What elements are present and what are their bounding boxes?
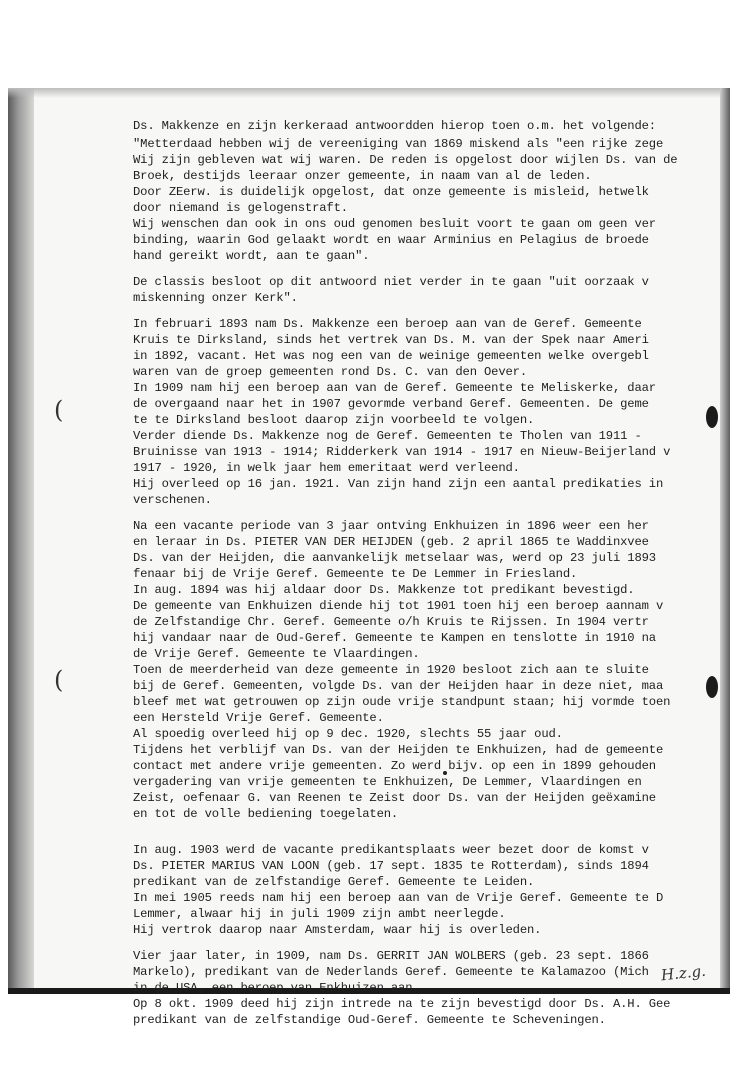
paragraph-intro: Ds. Makkenze en zijn kerkeraad antwoordden hierop toen o.m. het volgende: — [133, 119, 656, 133]
handwritten-signature: H.z.g. — [660, 961, 707, 985]
scanned-page — [8, 88, 730, 1027]
paragraph-quote: "Metterdaad hebben wij de vereeniging van 1869 miskend als "een rijke zege Wij zijn gebleven wat wij waren. De reden is opgelost door wijlen Ds. van de Broek, destijds leeraar onzer gemeente, in naam van al de leden. Door ZEerw. is duidelijk opgelost, dat onze gemeente is misleid, hetwelk door niemand is gelogenstraft. Wij wenschen dan ook in ons oud genomen besluit voort te gaan om geen ver binding, waarin God gelaakt wordt en waar Arminius en Pelagius de broede hand gereikt wordt, aan te gaan". — [133, 137, 678, 263]
paragraph-wolbers: Vier jaar later, in 1909, nam Ds. GERRIT JAN WOLBERS (geb. 23 sept. 1866 Markelo), predikant van de Nederlands Geref. Gemeente te Kalamazoo (Mich in de USA, een beroep van Enkhuizen aan. Op 8 okt. 1909 deed hij zijn intrede na te zijn bevestigd door Ds. A.H. Gee predikant van de zelfstandige Oud-Geref. Gemeente te Scheveningen. — [133, 949, 671, 1027]
paragraph-van-der-heijden: Na een vacante periode van 3 jaar ontving Enkhuizen in 1896 weer een her en leraar in Ds. PIETER VAN DER HEIJDEN (geb. 2 april 1865 te Waddinxvee Ds. van der Heijden, die aanvankelijk metselaar was, werd op 23 juli 1893 fenaar bij de Vrije Geref. Gemeente te De Lemmer in Friesland. In aug. 1894 was hij aldaar door Ds. Makkenze tot predikant bevestigd. De gemeente van Enkhuizen diende hij tot 1901 toen hij een beroep aannam v de Zelfstandige Chr. Geref. Gemeente o/h Kruis te Rijssen. In 1904 vertr hij vandaar naar de Oud-Geref. Gemeente te Kampen en tenslotte in 1910 na de Vrije Geref. Gemeente te Vlaardingen. Toen de meerderheid van deze gemeente in 1920 besloot zich aan te sluite bij de Geref. Gemeenten, volgde Ds. van der Heijden haar in deze niet, maa bleef met wat getrouwen op zijn oude vrije standpunt staan; hij vormde toen een Hersteld Vrije Geref. Gemeente. Al spoedig overleed hij op 9 dec. 1920, slechts 55 jaar oud. Tijdens het verblijf van Ds. van der Heijden te Enkhuizen, had de gemeente contact met andere vrije gemeenten. Zo werd bijv. op een in 1899 gehouden vergadering van vrije gemeenten te Enkhuizen, De Lemmer, Vlaardingen en Zeist, oefenaar G. van Reenen te Zeist door Ds. van der Heijden geëxamine en tot de volle bediening toegelaten. — [133, 519, 671, 821]
paragraph-makkenze: In februari 1893 nam Ds. Makkenze een beroep aan van de Geref. Gemeente Kruis te Dirksland, sinds het vertrek van Ds. M. van der Spek naar Ameri in 1892, vacant. Het was nog een van de weinige gemeenten welke overgebl waren van de groep gemeenten rond Ds. C. van den Oever. In 1909 nam hij een beroep aan van de Geref. Gemeente te Meliskerke, daar de overgaand naar het in 1907 gevormde verband Geref. Gemeenten. De geme te te Dirksland besloot daarop zijn voorbeeld te volgen. Verder diende Ds. Makkenze nog de Geref. Gemeenten te Tholen van 1911 - Bruinisse van 1913 - 1914; Ridderkerk van 1914 - 1917 en Nieuw-Beijerland v 1917 - 1920, in welk jaar hem emeritaat werd verleend. Hij overleed op 16 jan. 1921. Van zijn hand zijn een aantal predikaties in verschenen. — [133, 317, 671, 507]
margin-bracket-bottom: ( — [54, 666, 64, 694]
binding-shadow — [8, 88, 34, 988]
typed-text — [133, 118, 723, 1038]
top-shade — [8, 88, 730, 98]
paragraph-van-loon: In aug. 1903 werd de vacante predikantsplaats weer bezet door de komst v Ds. PIETER MARIUS VAN LOON (geb. 17 sept. 1835 te Rotterdam), sinds 1894 predikant van de zelfstandige Geref. Gemeente te Leiden. In mei 1905 reeds nam hij een beroep aan van de Vrije Geref. Gemeente te D Lemmer, alwaar hij in juli 1909 zijn ambt neerlegde. Hij vertrok daarop naar Amsterdam, waar hij is overleden. — [133, 843, 664, 937]
margin-bracket-top: ( — [54, 396, 64, 424]
paragraph-classis: De classis besloot op dit antwoord niet verder in te gaan "uit oorzaak v miskenning onzer Kerk". — [133, 275, 649, 305]
